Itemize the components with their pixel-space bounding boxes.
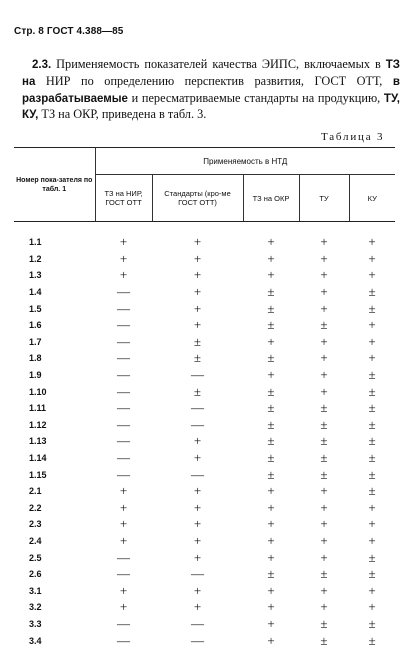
applicability-cell: +: [368, 234, 376, 250]
applicability-cell: ±: [320, 317, 328, 333]
row-number: 2.4: [29, 535, 42, 546]
applicability-cell: ±: [193, 350, 202, 366]
applicability-cell: ±: [267, 566, 275, 582]
row-number: 3.1: [29, 585, 42, 596]
applicability-cell: ±: [368, 367, 376, 383]
applicability-cell: ±: [368, 300, 376, 316]
applicability-cell: ±: [267, 284, 275, 300]
applicability-cell: ±: [193, 333, 202, 349]
applicability-cell: +: [193, 250, 202, 266]
applicability-cell: —: [117, 416, 130, 432]
applicability-cell: ±: [193, 383, 202, 399]
table-row: [14, 222, 395, 251]
row-number: 2.3: [29, 519, 42, 530]
intro-bold-3: ТУ, КУ,: [22, 92, 400, 122]
table-label: Таблица 3: [321, 131, 385, 143]
row-number: 1.6: [29, 320, 42, 331]
applicability-cell: ±: [267, 416, 275, 432]
applicability-cell: +: [267, 632, 275, 648]
column-header: ТЗ на НИР, ГОСТ ОТТ: [95, 175, 152, 222]
table-row: [14, 350, 395, 367]
row-number: 1.14: [29, 453, 47, 464]
applicability-cell: —: [117, 317, 130, 333]
row-number: 1.7: [29, 336, 42, 347]
applicability-cell: +: [267, 367, 275, 383]
applicability-cell: ±: [368, 615, 376, 631]
applicability-cell: +: [320, 516, 328, 532]
applicability-cell: ±: [267, 466, 275, 482]
applicability-cell: +: [320, 582, 328, 598]
intro-text-3: и пересматриваемые стандарты на продукцию,: [127, 90, 384, 105]
applicability-cell: +: [320, 499, 328, 515]
table-row: [14, 466, 395, 483]
clause-number: 2.3.: [32, 59, 52, 71]
applicability-cell: +: [320, 599, 328, 615]
applicability-cell: +: [320, 367, 328, 383]
applicability-cell: ±: [320, 433, 328, 449]
row-number: 1.4: [29, 287, 42, 298]
applicability-cell: +: [320, 383, 328, 399]
applicability-cell: ±: [368, 566, 376, 582]
applicability-cell: ±: [267, 300, 275, 316]
applicability-cell: —: [117, 333, 130, 349]
applicability-cell: +: [193, 284, 202, 300]
applicability-cell: ±: [267, 450, 275, 466]
applicability-cell: +: [320, 300, 328, 316]
applicability-cell: +: [193, 549, 202, 565]
applicability-cell: ±: [267, 317, 275, 333]
applicability-cell: —: [117, 350, 130, 366]
table-row: [14, 284, 395, 301]
applicability-cell: +: [193, 532, 202, 548]
row-number: 1.5: [29, 303, 42, 314]
page-header: Стр. 8 ГОСТ 4.388—85: [14, 26, 124, 37]
applicability-cell: +: [193, 234, 202, 250]
applicability-cell: +: [368, 599, 376, 615]
row-number: 2.1: [29, 486, 42, 497]
applicability-cell: +: [320, 483, 328, 499]
table-body: [14, 222, 395, 649]
applicability-cell: +: [193, 483, 202, 499]
applicability-cell: +: [267, 234, 275, 250]
applicability-cell: —: [191, 632, 204, 648]
applicability-cell: +: [368, 333, 376, 349]
row-number: 1.12: [29, 419, 47, 430]
applicability-cell: +: [320, 350, 328, 366]
table-row: [14, 566, 395, 583]
row-number: 2.5: [29, 552, 42, 563]
applicability-cell: +: [320, 333, 328, 349]
table-row: [14, 433, 395, 450]
applicability-cell: +: [320, 234, 328, 250]
applicability-cell: ±: [267, 400, 275, 416]
applicability-cell: ±: [320, 632, 328, 648]
applicability-cell: ±: [320, 416, 328, 432]
applicability-cell: +: [193, 450, 202, 466]
row-number: 1.10: [29, 386, 47, 397]
applicability-cell: ±: [368, 632, 376, 648]
table-row: [14, 516, 395, 533]
applicability-cell: +: [368, 499, 376, 515]
applicability-cell: +: [267, 483, 275, 499]
applicability-cell: +: [368, 317, 376, 333]
table-row: [14, 400, 395, 417]
applicability-cell: +: [368, 267, 376, 283]
applicability-cell: —: [117, 632, 130, 648]
applicability-cell: —: [117, 300, 130, 316]
table-row: [14, 533, 395, 550]
applicability-cell: —: [191, 400, 204, 416]
applicability-cell: +: [267, 333, 275, 349]
applicability-cell: —: [117, 549, 130, 565]
applicability-cell: —: [117, 566, 130, 582]
row-number: 1.15: [29, 469, 47, 480]
row-header: Номер пока-зателя по табл. 1: [14, 148, 95, 222]
row-number: 2.6: [29, 569, 42, 580]
applicability-cell: —: [191, 466, 204, 482]
column-header: ТЗ на ОКР: [243, 175, 299, 222]
applicability-cell: +: [368, 516, 376, 532]
applicability-cell: ±: [320, 466, 328, 482]
applicability-cell: +: [368, 582, 376, 598]
applicability-cell: —: [117, 450, 130, 466]
applicability-cell: +: [193, 433, 202, 449]
applicability-cell: +: [193, 582, 202, 598]
applicability-cell: ±: [320, 566, 328, 582]
row-number: 3.4: [29, 635, 42, 646]
row-number: 1.2: [29, 253, 42, 264]
table-row: [14, 251, 395, 268]
applicability-cell: +: [267, 250, 275, 266]
applicability-cell: +: [193, 516, 202, 532]
applicability-cell: ±: [267, 350, 275, 366]
intro-bold-1: ТЗ на: [22, 59, 400, 88]
table-row: [14, 616, 395, 633]
applicability-cell: +: [320, 250, 328, 266]
group-header: Применяемость в НТД: [95, 148, 395, 175]
applicability-cell: +: [267, 549, 275, 565]
applicability-cell: +: [267, 599, 275, 615]
applicability-cell: +: [267, 516, 275, 532]
column-header: Стандарты (кро-ме ГОСТ ОТТ): [152, 175, 243, 222]
applicability-cell: ±: [368, 466, 376, 482]
table-row: [14, 417, 395, 434]
row-number: 2.2: [29, 502, 42, 513]
applicability-cell: +: [119, 599, 128, 615]
applicability-cell: +: [119, 532, 128, 548]
applicability-cell: —: [117, 400, 130, 416]
applicability-cell: ±: [368, 416, 376, 432]
row-number: 3.2: [29, 602, 42, 613]
applicability-cell: +: [193, 317, 202, 333]
applicability-cell: +: [267, 267, 275, 283]
applicability-cell: —: [117, 284, 130, 300]
table-row: [14, 500, 395, 517]
applicability-cell: —: [117, 433, 130, 449]
applicability-cell: +: [119, 499, 128, 515]
applicability-cell: +: [193, 300, 202, 316]
intro-text-1: Применяемость показателей качества ЭИПС, включаемых в: [51, 57, 386, 71]
table-row: [14, 334, 395, 351]
table-row: [14, 483, 395, 500]
applicability-cell: ±: [320, 615, 328, 631]
applicability-cell: ±: [320, 450, 328, 466]
table-row: [14, 317, 395, 334]
applicability-cell: +: [119, 582, 128, 598]
row-number: 1.3: [29, 270, 42, 281]
applicability-cell: —: [117, 466, 130, 482]
applicability-cell: ±: [368, 483, 376, 499]
applicability-cell: +: [119, 267, 128, 283]
applicability-cell: ±: [368, 383, 376, 399]
applicability-cell: ±: [368, 433, 376, 449]
table-row: [14, 383, 395, 400]
applicability-table: [14, 147, 395, 649]
applicability-cell: +: [267, 582, 275, 598]
row-number: 1.13: [29, 436, 47, 447]
column-header: ТУ: [299, 175, 349, 222]
applicability-cell: +: [119, 516, 128, 532]
applicability-cell: ±: [267, 383, 275, 399]
applicability-cell: ±: [320, 400, 328, 416]
applicability-cell: +: [267, 615, 275, 631]
applicability-cell: —: [191, 615, 204, 631]
row-number: 1.11: [29, 403, 47, 414]
table-row: [14, 367, 395, 384]
applicability-cell: ±: [368, 450, 376, 466]
table-row: [14, 582, 395, 599]
applicability-cell: —: [117, 383, 130, 399]
applicability-cell: ±: [368, 549, 376, 565]
applicability-cell: —: [191, 566, 204, 582]
applicability-cell: —: [191, 367, 204, 383]
applicability-cell: +: [193, 599, 202, 615]
applicability-cell: +: [267, 532, 275, 548]
row-number: 3.3: [29, 618, 42, 629]
applicability-cell: +: [320, 549, 328, 565]
row-number: 1.9: [29, 370, 42, 381]
applicability-cell: +: [368, 532, 376, 548]
applicability-cell: —: [117, 615, 130, 631]
table-row: [14, 599, 395, 616]
applicability-cell: +: [368, 250, 376, 266]
applicability-cell: —: [117, 367, 130, 383]
applicability-cell: +: [320, 284, 328, 300]
applicability-cell: ±: [368, 400, 376, 416]
applicability-cell: +: [267, 499, 275, 515]
row-number: 1.1: [29, 237, 42, 248]
applicability-cell: +: [320, 532, 328, 548]
table-row: [14, 549, 395, 566]
applicability-cell: +: [119, 483, 128, 499]
table-row: [14, 300, 395, 317]
applicability-cell: ±: [267, 433, 275, 449]
intro-paragraph: [22, 57, 400, 124]
table-row: [14, 450, 395, 467]
column-header: КУ: [349, 175, 395, 222]
row-number: 1.8: [29, 353, 42, 364]
applicability-cell: —: [191, 416, 204, 432]
applicability-cell: +: [320, 267, 328, 283]
intro-text-2: НИР по определению перспектив развития, ГОСТ ОТТ,: [35, 73, 393, 88]
applicability-cell: ±: [368, 284, 376, 300]
applicability-cell: +: [193, 267, 202, 283]
applicability-cell: +: [368, 350, 376, 366]
applicability-cell: +: [193, 499, 202, 515]
intro-bold-2: в разрабатываемые: [22, 75, 400, 105]
applicability-cell: +: [119, 234, 128, 250]
applicability-cell: +: [119, 250, 128, 266]
table-row: [14, 632, 395, 649]
intro-text-4: ТЗ на ОКР, приведена в табл. 3.: [38, 107, 207, 122]
table-row: [14, 267, 395, 284]
